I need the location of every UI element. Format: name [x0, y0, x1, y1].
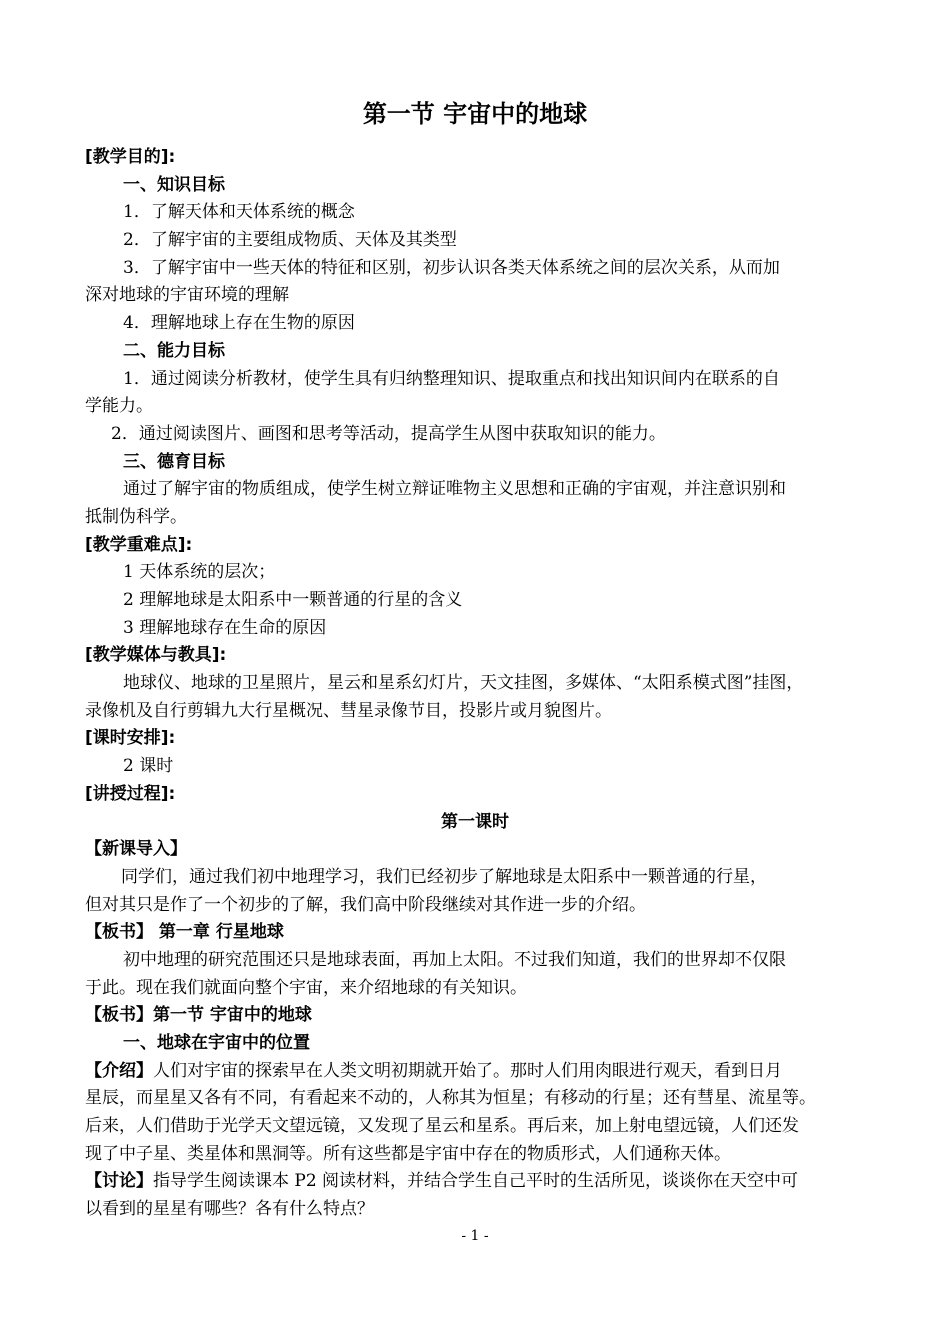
paragraph-line: 2．了解宇宙的主要组成物质、天体及其类型 — [123, 230, 457, 251]
paragraph-line: 现了中子星、类星体和黑洞等。所有这些都是宇宙中存在的物质形式，人们通称天体。 — [85, 1143, 731, 1164]
paragraph-line: 学能力。 — [85, 396, 153, 417]
paragraph-line: 于此。现在我们就面向整个宇宙，来介绍地球的有关知识。 — [85, 977, 527, 998]
paragraph-line: 3 理解地球存在生命的原因 — [123, 617, 327, 638]
subsection-heading: 三、德育目标 — [123, 451, 225, 472]
paragraph-line: 2 课时 — [123, 756, 174, 777]
lesson-heading: 第一课时 — [441, 811, 509, 832]
paragraph-line: 2 理解地球是太阳系中一颗普通的行星的含义 — [123, 590, 463, 610]
page-title: 第一节 宇宙中的地球 — [362, 100, 588, 128]
section-heading: [课时安排]: — [85, 728, 176, 749]
paragraph-line: 录像机及自行剪辑九大行星概况、彗星录像节目，投影片或月貌图片。 — [85, 700, 612, 721]
paragraph-line — [85, 1168, 865, 1196]
paragraph-line: 地球仪、地球的卫星照片，星云和星系幻灯片，天文挂图，多媒体、“太阳系模式图”挂图， — [123, 673, 804, 694]
subsection-heading: 一、知识目标 — [123, 174, 225, 195]
paragraph-line: 2．通过阅读图片、画图和思考等活动，提高学生从图中获取知识的能力。 — [111, 423, 666, 444]
page-number: - 1 - — [461, 1228, 489, 1244]
paragraph-line: 后来，人们借助于光学天文望远镜，又发现了星云和星系。再后来，加上射电望远镜，人们还发 — [85, 1116, 799, 1137]
paragraph-line: 但对其只是作了一个初步的了解，我们高中阶段继续对其作进一步的介绍。 — [85, 894, 646, 915]
section-heading: 【板书】 第一章 行星地球 — [85, 922, 284, 943]
subsection-heading: 一、地球在宇宙中的位置 — [123, 1033, 310, 1053]
section-heading: [教学重难点]: — [85, 534, 193, 555]
document-body — [85, 144, 865, 1224]
paragraph-line: 1 天体系统的层次； — [123, 562, 276, 583]
paragraph-line: 初中地理的研究范围还只是地球表面，再加上太阳。不过我们知道，我们的世界却不仅限 — [123, 949, 786, 970]
section-heading: 【新课导入】 — [85, 839, 187, 860]
paragraph-line: 星辰，而星星又各有不同，有看起来不动的，人称其为恒星；有移动的行星；还有彗星、流星等。 — [85, 1088, 816, 1109]
paragraph-line — [85, 1058, 865, 1086]
paragraph-line: 以看到的星星有哪些？各有什么特点？ — [85, 1199, 374, 1220]
paragraph-line: 抵制伪科学。 — [85, 506, 187, 527]
section-heading: 【板书】第一节 宇宙中的地球 — [85, 1005, 312, 1026]
paragraph-line: 通过了解宇宙的物质组成，使学生树立辩证唯物主义思想和正确的宇宙观，并注意识别和 — [123, 479, 786, 500]
intro-label: 【介绍】 — [85, 1060, 153, 1081]
paragraph-line: 1．了解天体和天体系统的概念 — [123, 202, 355, 223]
paragraph-text: 指导学生阅读课本 P2 阅读材料，并结合学生自己平时的生活所见，谈谈你在天空中可 — [153, 1171, 799, 1192]
paragraph-line: 3．了解宇宙中一些天体的特征和区别，初步认识各类天体系统之间的层次关系，从而加 — [123, 257, 780, 278]
paragraph-line: 同学们，通过我们初中地理学习，我们已经初步了解地球是太阳系中一颗普通的行星， — [121, 866, 767, 887]
paragraph-line: 4．理解地球上存在生物的原因 — [123, 313, 355, 334]
subsection-heading: 二、能力目标 — [123, 340, 225, 361]
paragraph-text: 人们对宇宙的探索早在人类文明初期就开始了。那时人们用肉眼进行观天，看到日月 — [153, 1060, 782, 1081]
section-heading: [教学媒体与教具]: — [85, 645, 227, 666]
paragraph-line: 1．通过阅读分析教材，使学生具有归纳整理知识、提取重点和找出知识间内在联系的自 — [123, 368, 780, 389]
section-heading: [教学目的]: — [85, 147, 176, 167]
paragraph-line: 深对地球的宇宙环境的理解 — [85, 285, 289, 306]
section-heading: [讲授过程]: — [85, 783, 176, 804]
discuss-label: 【讨论】 — [85, 1171, 153, 1192]
